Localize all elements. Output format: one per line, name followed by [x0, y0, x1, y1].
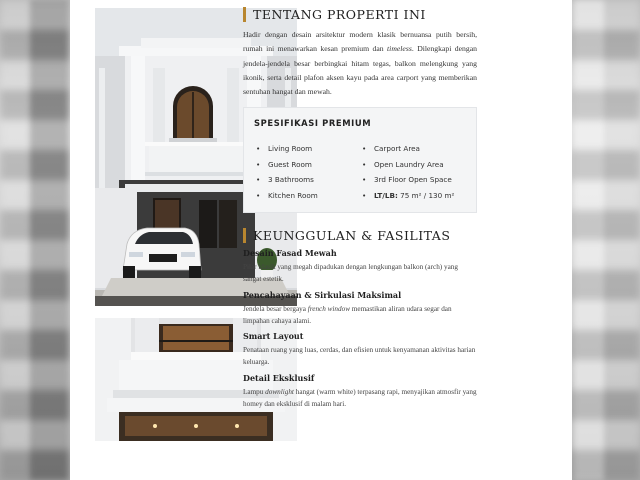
- feature-details: [243, 373, 477, 410]
- about-title: TENTANG PROPERTI INI: [243, 7, 426, 22]
- background-blur-left: [0, 0, 70, 480]
- spec-item: • Kitchen Room: [256, 188, 318, 204]
- feature-title: Smart Layout: [243, 331, 304, 341]
- spec-item: • 3 Bathrooms: [256, 172, 318, 188]
- feature-text: Lampu downlight hangat (warm white) terpasang rapi, menyajikan atmosfir yang homey dan eksklusif di malam hari.: [243, 388, 477, 409]
- feature-layout: [243, 331, 477, 368]
- spec-item: • Open Laundry Area: [362, 157, 454, 173]
- feature-facade: [243, 248, 477, 285]
- feature-text: Pilar klasik yang megah dipadukan dengan lengkungan balkon (arch) yang sangat estetik.: [243, 263, 458, 284]
- feature-title: Detail Eksklusif: [243, 373, 315, 383]
- advantages-title: KEUNGGULAN & FASILITAS: [243, 228, 450, 243]
- spec-item: • Carport Area: [362, 141, 454, 157]
- spec-list-right: [362, 141, 454, 203]
- feature-lighting: [243, 290, 477, 327]
- feature-title: Desain Fasad Mewah: [243, 248, 337, 258]
- spec-box: [243, 107, 477, 213]
- feature-title: Pencahayaan & Sirkulasi Maksimal: [243, 290, 402, 300]
- spec-item: • 3rd Floor Open Space: [362, 172, 454, 188]
- background-blur-right: [570, 0, 640, 480]
- spec-item-area: • LT/LB: 75 m² / 130 m²: [362, 188, 454, 204]
- spec-list-left: [256, 141, 318, 203]
- about-intro: Hadir dengan desain arsitektur modern klasik bernuansa putih bersih, rumah ini menawarkan kesan premium dan timeless. Dilengkapi dengan jendela-jendela besar berbingkai hitam tegas, balkon melengkung yang ikonik, serta detail plafon aksen kayu pada area carport yang memberikan sentuhan hangat dan mewah.: [243, 30, 477, 97]
- feature-text: Jendela besar bergaya french window memastikan aliran udara segar dan limpahan cahaya alami.: [243, 305, 452, 326]
- spec-item: • Guest Room: [256, 157, 318, 173]
- spec-item: • Living Room: [256, 141, 318, 157]
- spec-title: SPESIFIKASI PREMIUM: [254, 118, 372, 128]
- feature-text: Penataan ruang yang luas, cerdas, dan efisien untuk kenyamanan aktivitas harian keluarga.: [243, 346, 476, 367]
